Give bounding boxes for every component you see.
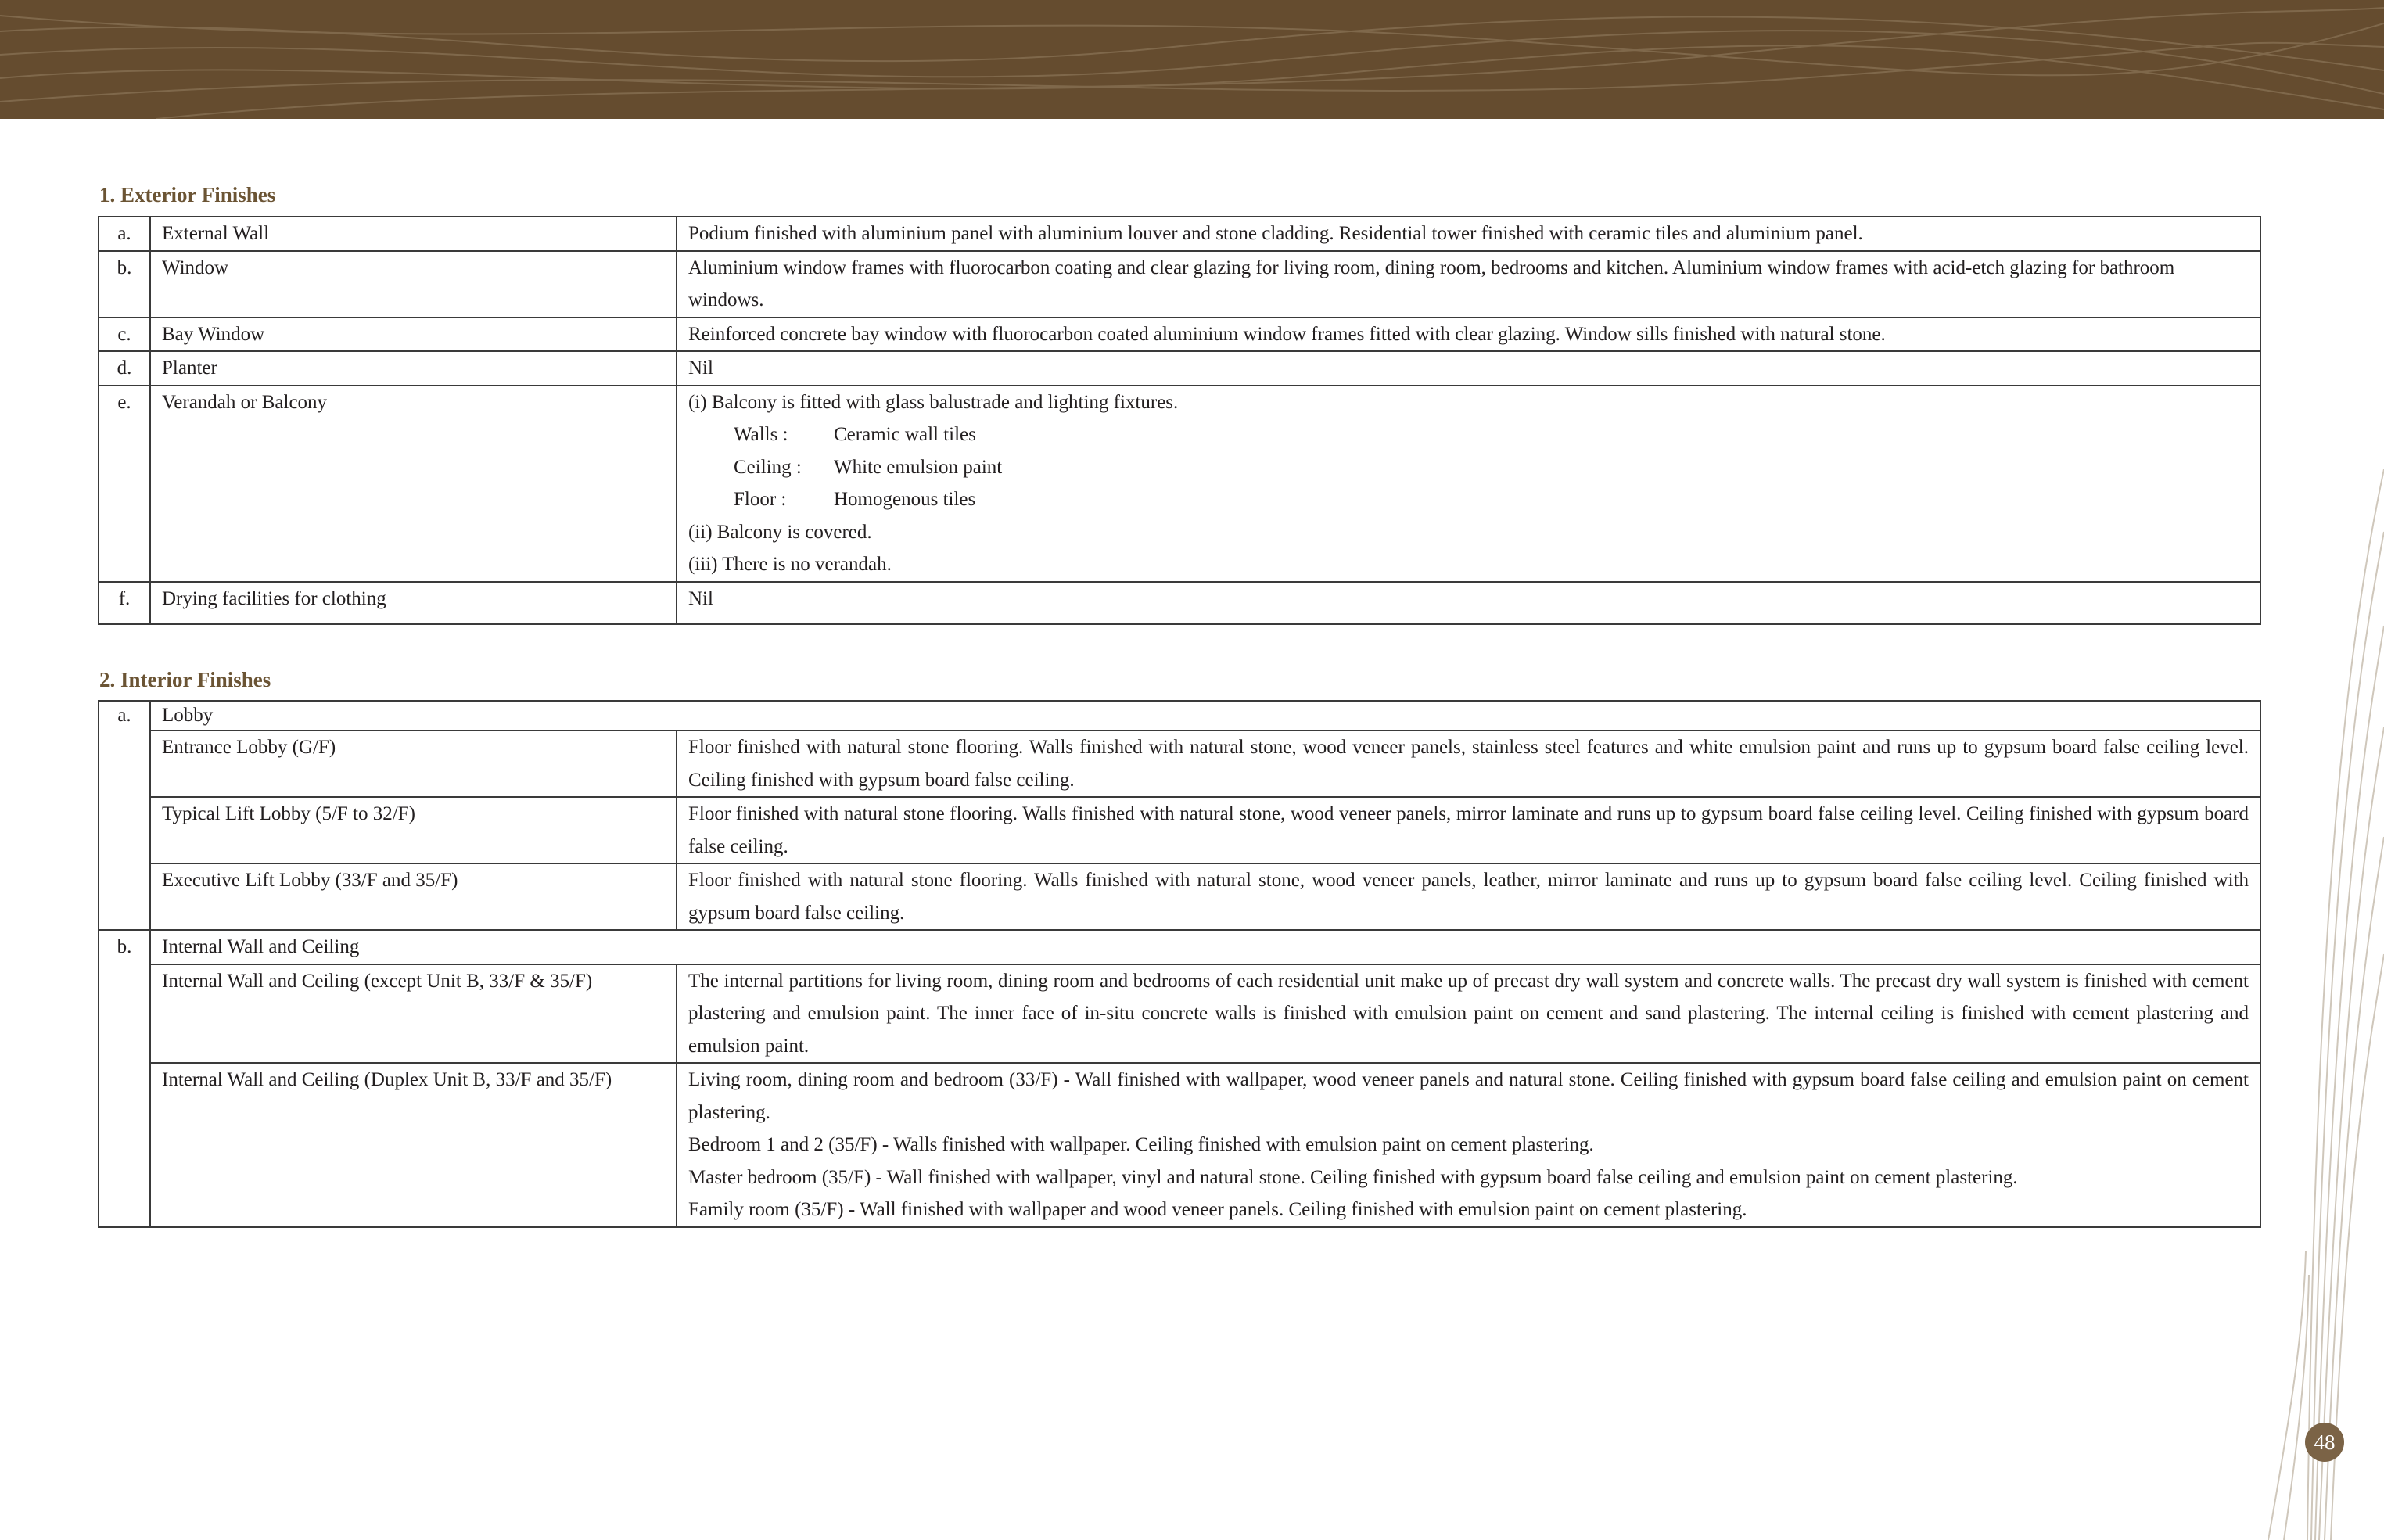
group-label: Internal Wall and Ceiling	[150, 930, 2260, 964]
balcony-note-3: (iii) There is no verandah.	[688, 554, 892, 575]
finish-line: Bedroom 1 and 2 (35/F) - Walls finished with wallpaper. Ceiling finished with emulsion paint on cement plastering.	[688, 1134, 1594, 1155]
exterior-finishes-table	[98, 216, 2261, 625]
table-row	[99, 1063, 2260, 1227]
row-description: Nil	[677, 351, 2260, 386]
balcony-note-2: (ii) Balcony is covered.	[688, 521, 872, 543]
group-index: b.	[99, 930, 150, 1227]
row-label: Bay Window	[150, 318, 677, 352]
group-label: Lobby	[150, 701, 2260, 731]
finish-key: Floor :	[734, 489, 787, 510]
row-label: Entrance Lobby (G/F)	[150, 731, 677, 797]
group-header-row	[99, 701, 2260, 731]
row-description: Aluminium window frames with fluorocarbon coating and clear glazing for living room, dining room, bedrooms and kitchen. Aluminium window frames with acid-etch glazing for bathroom windows.	[677, 251, 2260, 318]
finish-key: Walls :	[734, 424, 788, 445]
balcony-finish-walls	[688, 418, 2249, 451]
table-row	[99, 386, 2260, 582]
finish-value: Homogenous tiles	[834, 489, 976, 510]
decorative-side-lines	[2268, 469, 2384, 1540]
row-description: Podium finished with aluminium panel with aluminium louver and stone cladding. Residential tower finished with ceramic tiles and aluminium panel.	[677, 217, 2260, 251]
finish-value: Ceramic wall tiles	[834, 424, 976, 445]
table-row	[99, 582, 2260, 624]
balcony-note-1: (i) Balcony is fitted with glass balustrade and lighting fixtures.	[688, 391, 1179, 413]
row-description: Floor finished with natural stone flooring. Walls finished with natural stone, wood veneer panels, stainless steel features and white emulsion paint and runs up to gypsum board false ceiling level. Ceiling finished with gypsum board false ceiling.	[677, 731, 2260, 797]
table-row	[99, 217, 2260, 251]
row-description: Floor finished with natural stone flooring. Walls finished with natural stone, wood veneer panels, mirror laminate and runs up to gypsum board false ceiling level. Ceiling finished with gypsum board false ceiling.	[677, 797, 2260, 863]
row-description: Nil	[677, 582, 2260, 624]
row-index: a.	[99, 217, 150, 251]
banner-wave-pattern	[0, 0, 2384, 119]
balcony-finish-ceiling	[688, 451, 2249, 484]
row-index: f.	[99, 582, 150, 624]
header-banner	[0, 0, 2384, 119]
row-label: Window	[150, 251, 677, 318]
row-label: External Wall	[150, 217, 677, 251]
row-label: Typical Lift Lobby (5/F to 32/F)	[150, 797, 677, 863]
row-label: Verandah or Balcony	[150, 386, 677, 582]
row-index: e.	[99, 386, 150, 582]
row-label: Internal Wall and Ceiling (except Unit B, 33/F & 35/F)	[150, 964, 677, 1064]
finish-line: Master bedroom (35/F) - Wall finished with wallpaper, vinyl and natural stone. Ceiling finished with gypsum board false ceiling and emulsion paint on cement plastering.	[688, 1166, 2018, 1188]
row-index: d.	[99, 351, 150, 386]
table-row	[99, 964, 2260, 1064]
row-label: Internal Wall and Ceiling (Duplex Unit B, 33/F and 35/F)	[150, 1063, 677, 1227]
table-row	[99, 251, 2260, 318]
row-description: Floor finished with natural stone flooring. Walls finished with natural stone, wood veneer panels, leather, mirror laminate and runs up to gypsum board false ceiling level. Ceiling finished with gypsum board false ceiling.	[677, 863, 2260, 930]
group-header-row	[99, 930, 2260, 964]
finish-line: Living room, dining room and bedroom (33/F) - Wall finished with wallpaper, wood veneer panels and natural stone. Ceiling finished with gypsum board false ceiling and emulsion paint on cement plastering.	[688, 1069, 2249, 1123]
row-description	[677, 386, 2260, 582]
group-index: a.	[99, 701, 150, 930]
table-row	[99, 797, 2260, 863]
row-label: Drying facilities for clothing	[150, 582, 677, 624]
row-label: Executive Lift Lobby (33/F and 35/F)	[150, 863, 677, 930]
table-row	[99, 318, 2260, 352]
section-title-exterior-finishes: 1. Exterior Finishes	[99, 183, 276, 206]
finish-line: Family room (35/F) - Wall finished with wallpaper and wood veneer panels. Ceiling finished with emulsion paint on cement plastering.	[688, 1199, 1747, 1220]
row-index: c.	[99, 318, 150, 352]
row-index: b.	[99, 251, 150, 318]
row-description: The internal partitions for living room, dining room and bedrooms of each residential unit make up of precast dry wall system and concrete walls. The precast dry wall system is finished with cement plastering and emulsion paint. The inner face of in-situ concrete walls is finished with emulsion paint on cement and sand plastering. The internal ceiling is finished with cement plastering and emulsion paint.	[677, 964, 2260, 1064]
finish-key: Ceiling :	[734, 456, 802, 478]
page-number-badge: 48	[2305, 1423, 2344, 1462]
balcony-finish-floor	[688, 483, 2249, 516]
row-description	[677, 1063, 2260, 1227]
table-row	[99, 351, 2260, 386]
row-label: Planter	[150, 351, 677, 386]
row-description: Reinforced concrete bay window with fluorocarbon coated aluminium window frames fitted with clear glazing. Window sills finished with natural stone.	[677, 318, 2260, 352]
finish-value: White emulsion paint	[834, 456, 1003, 478]
table-row	[99, 731, 2260, 797]
interior-finishes-table	[98, 700, 2261, 1228]
table-row	[99, 863, 2260, 930]
section-title-interior-finishes: 2. Interior Finishes	[99, 668, 271, 691]
